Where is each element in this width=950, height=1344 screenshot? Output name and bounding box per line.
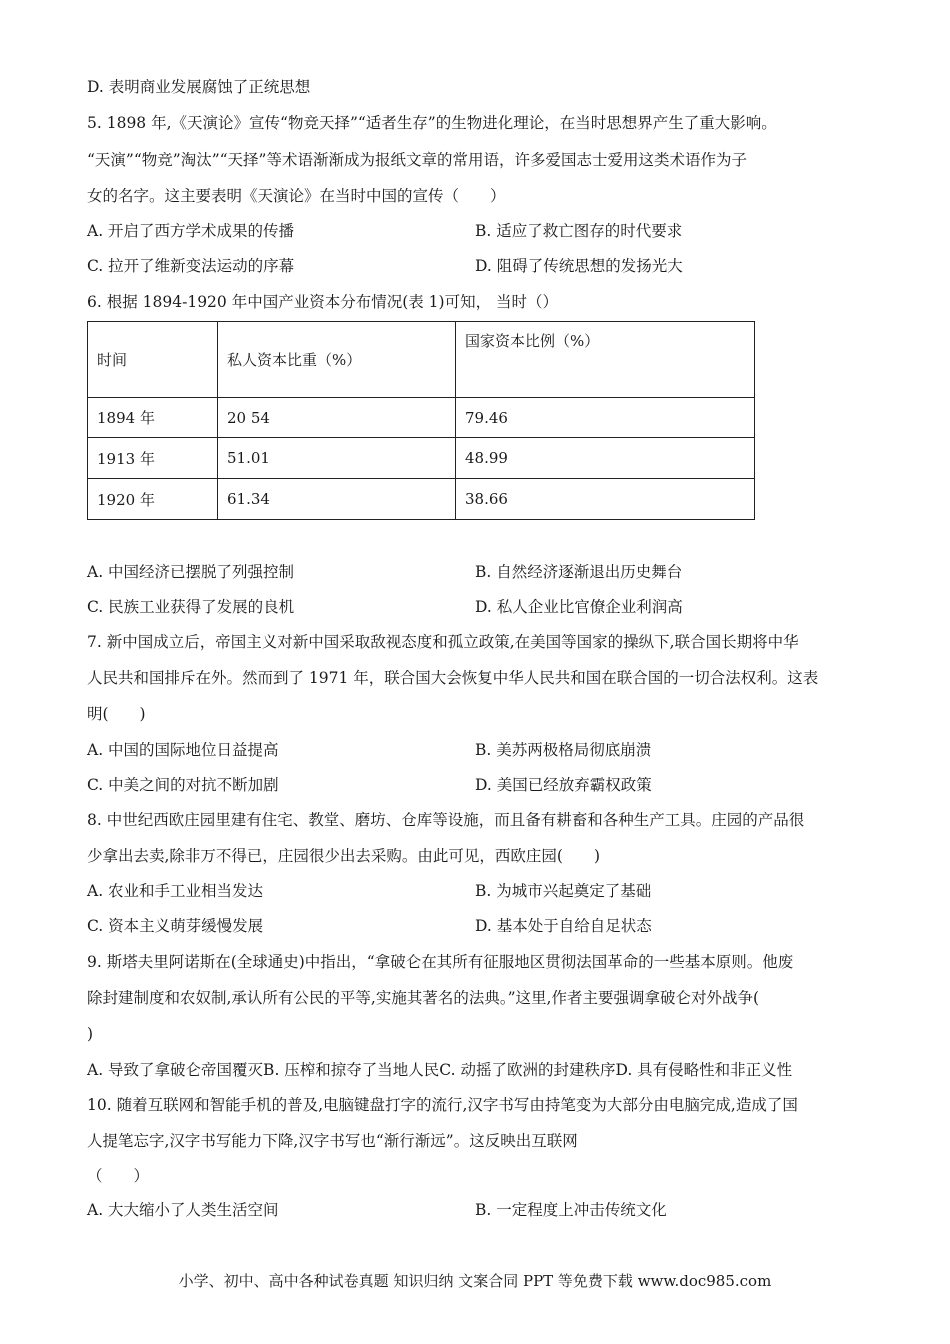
table-row [88, 479, 755, 520]
table-cell: 1894 年 [88, 398, 218, 438]
question-7-line-3: 明( ) [87, 705, 146, 723]
question-7-option-b: B. 美苏两极格局彻底崩溃 [475, 741, 652, 759]
question-5-option-b: B. 适应了救亡图存的时代要求 [475, 222, 683, 240]
question-10-line-3: （ ） [87, 1167, 150, 1185]
table-row [88, 398, 755, 438]
question-9-options: A. 导致了拿破仑帝国覆灭B. 压榨和掠夺了当地人民C. 动摇了欧洲的封建秩序D. 具有侵略性和非正义性 [87, 1061, 793, 1079]
table-header-cell: 时间 [88, 322, 218, 398]
table-header-cell: 国家资本比例（%） [456, 322, 755, 398]
question-8-option-d: D. 基本处于自给自足状态 [475, 917, 652, 935]
table-header-cell: 私人资本比重（%） [218, 322, 456, 398]
table-cell: 79.46 [456, 398, 755, 438]
table-cell: 48.99 [456, 438, 755, 479]
page-footer: 小学、初中、高中各种试卷真题 知识归纳 文案合同 PPT 等免费下载 www.doc985.com [178, 1272, 772, 1290]
question-7-line-1: 7. 新中国成立后，帝国主义对新中国采取敌视态度和孤立政策,在美国等国家的操纵下,联合国长期将中华 [87, 633, 799, 651]
question-10-line-1: 10. 随着互联网和智能手机的普及,电脑键盘打字的流行,汉字书写由持笔变为大部分由电脑完成,造成了国 [87, 1096, 798, 1114]
question-7-option-d: D. 美国已经放弃霸权政策 [475, 776, 652, 794]
question-5-line-2: “天演”“物竞”淘汰”“天择”等术语渐渐成为报纸文章的常用语，许多爱国志士爱用这类术语作为子 [87, 151, 747, 169]
table-cell: 20 54 [218, 398, 456, 438]
question-7-line-2: 人民共和国排斥在外。然而到了 1971 年，联合国大会恢复中华人民共和国在联合国的一切合法权利。这表 [87, 669, 819, 687]
question-5-line-1: 5. 1898 年,《天演论》宣传“物竞天择”“适者生存”的生物进化理论，在当时思想界产生了重大影响。 [87, 114, 777, 132]
question-8-option-a: A. 农业和手工业相当发达 [87, 882, 264, 900]
question-5-option-c: C. 拉开了维新变法运动的序幕 [87, 257, 295, 275]
table-cell: 61.34 [218, 479, 456, 520]
question-8-option-b: B. 为城市兴起奠定了基础 [475, 882, 652, 900]
question-9-line-2: 除封建制度和农奴制,承认所有公民的平等,实施其著名的法典。”这里,作者主要强调拿破仑对外战争( [87, 989, 760, 1007]
question-10-option-b: B. 一定程度上冲击传统文化 [475, 1201, 667, 1219]
question-10-line-2: 人提笔忘字,汉字书写能力下降,汉字书写也“渐行渐远”。这反映出互联网 [87, 1132, 578, 1150]
question-6-option-c: C. 民族工业获得了发展的良机 [87, 598, 295, 616]
table-row [88, 438, 755, 479]
table-cell: 1920 年 [88, 479, 218, 520]
table-cell: 1913 年 [88, 438, 218, 479]
question-8-line-2: 少拿出去卖,除非万不得已，庄园很少出去采购。由此可见，西欧庄园( ) [87, 847, 601, 865]
table-cell: 38.66 [456, 479, 755, 520]
question-5-option-d: D. 阻碍了传统思想的发扬光大 [475, 257, 683, 275]
question-6-option-a: A. 中国经济已摆脱了列强控制 [87, 563, 295, 581]
question-8-line-1: 8. 中世纪西欧庄园里建有住宅、教堂、磨坊、仓库等设施，而且备有耕畜和各种生产工具。庄园的产品很 [87, 811, 805, 829]
capital-distribution-table [87, 321, 755, 520]
question-5-option-a: A. 开启了西方学术成果的传播 [87, 222, 295, 240]
question-6-option-b: B. 自然经济逐渐退出历史舞台 [475, 563, 683, 581]
question-8-option-c: C. 资本主义萌芽缓慢发展 [87, 917, 264, 935]
question-6-stem: 6. 根据 1894-1920 年中国产业资本分布情况(表 1)可知， 当时（） [87, 293, 559, 311]
question-5-line-3: 女的名字。这主要表明《天演论》在当时中国的宣传（ ） [87, 187, 506, 205]
table-header-row [88, 322, 755, 398]
question-9-line-3: ) [87, 1025, 94, 1043]
question-9-line-1: 9. 斯塔夫里阿诺斯在(全球通史)中指出，“拿破仑在其所有征服地区贯彻法国革命的一些基本原则。他废 [87, 953, 794, 971]
question-7-option-a: A. 中国的国际地位日益提高 [87, 741, 279, 759]
question-4-option-d: D. 表明商业发展腐蚀了正统思想 [87, 78, 311, 96]
question-7-option-c: C. 中美之间的对抗不断加剧 [87, 776, 279, 794]
question-10-option-a: A. 大大缩小了人类生活空间 [87, 1201, 279, 1219]
table-cell: 51.01 [218, 438, 456, 479]
question-6-option-d: D. 私人企业比官僚企业利润高 [475, 598, 683, 616]
